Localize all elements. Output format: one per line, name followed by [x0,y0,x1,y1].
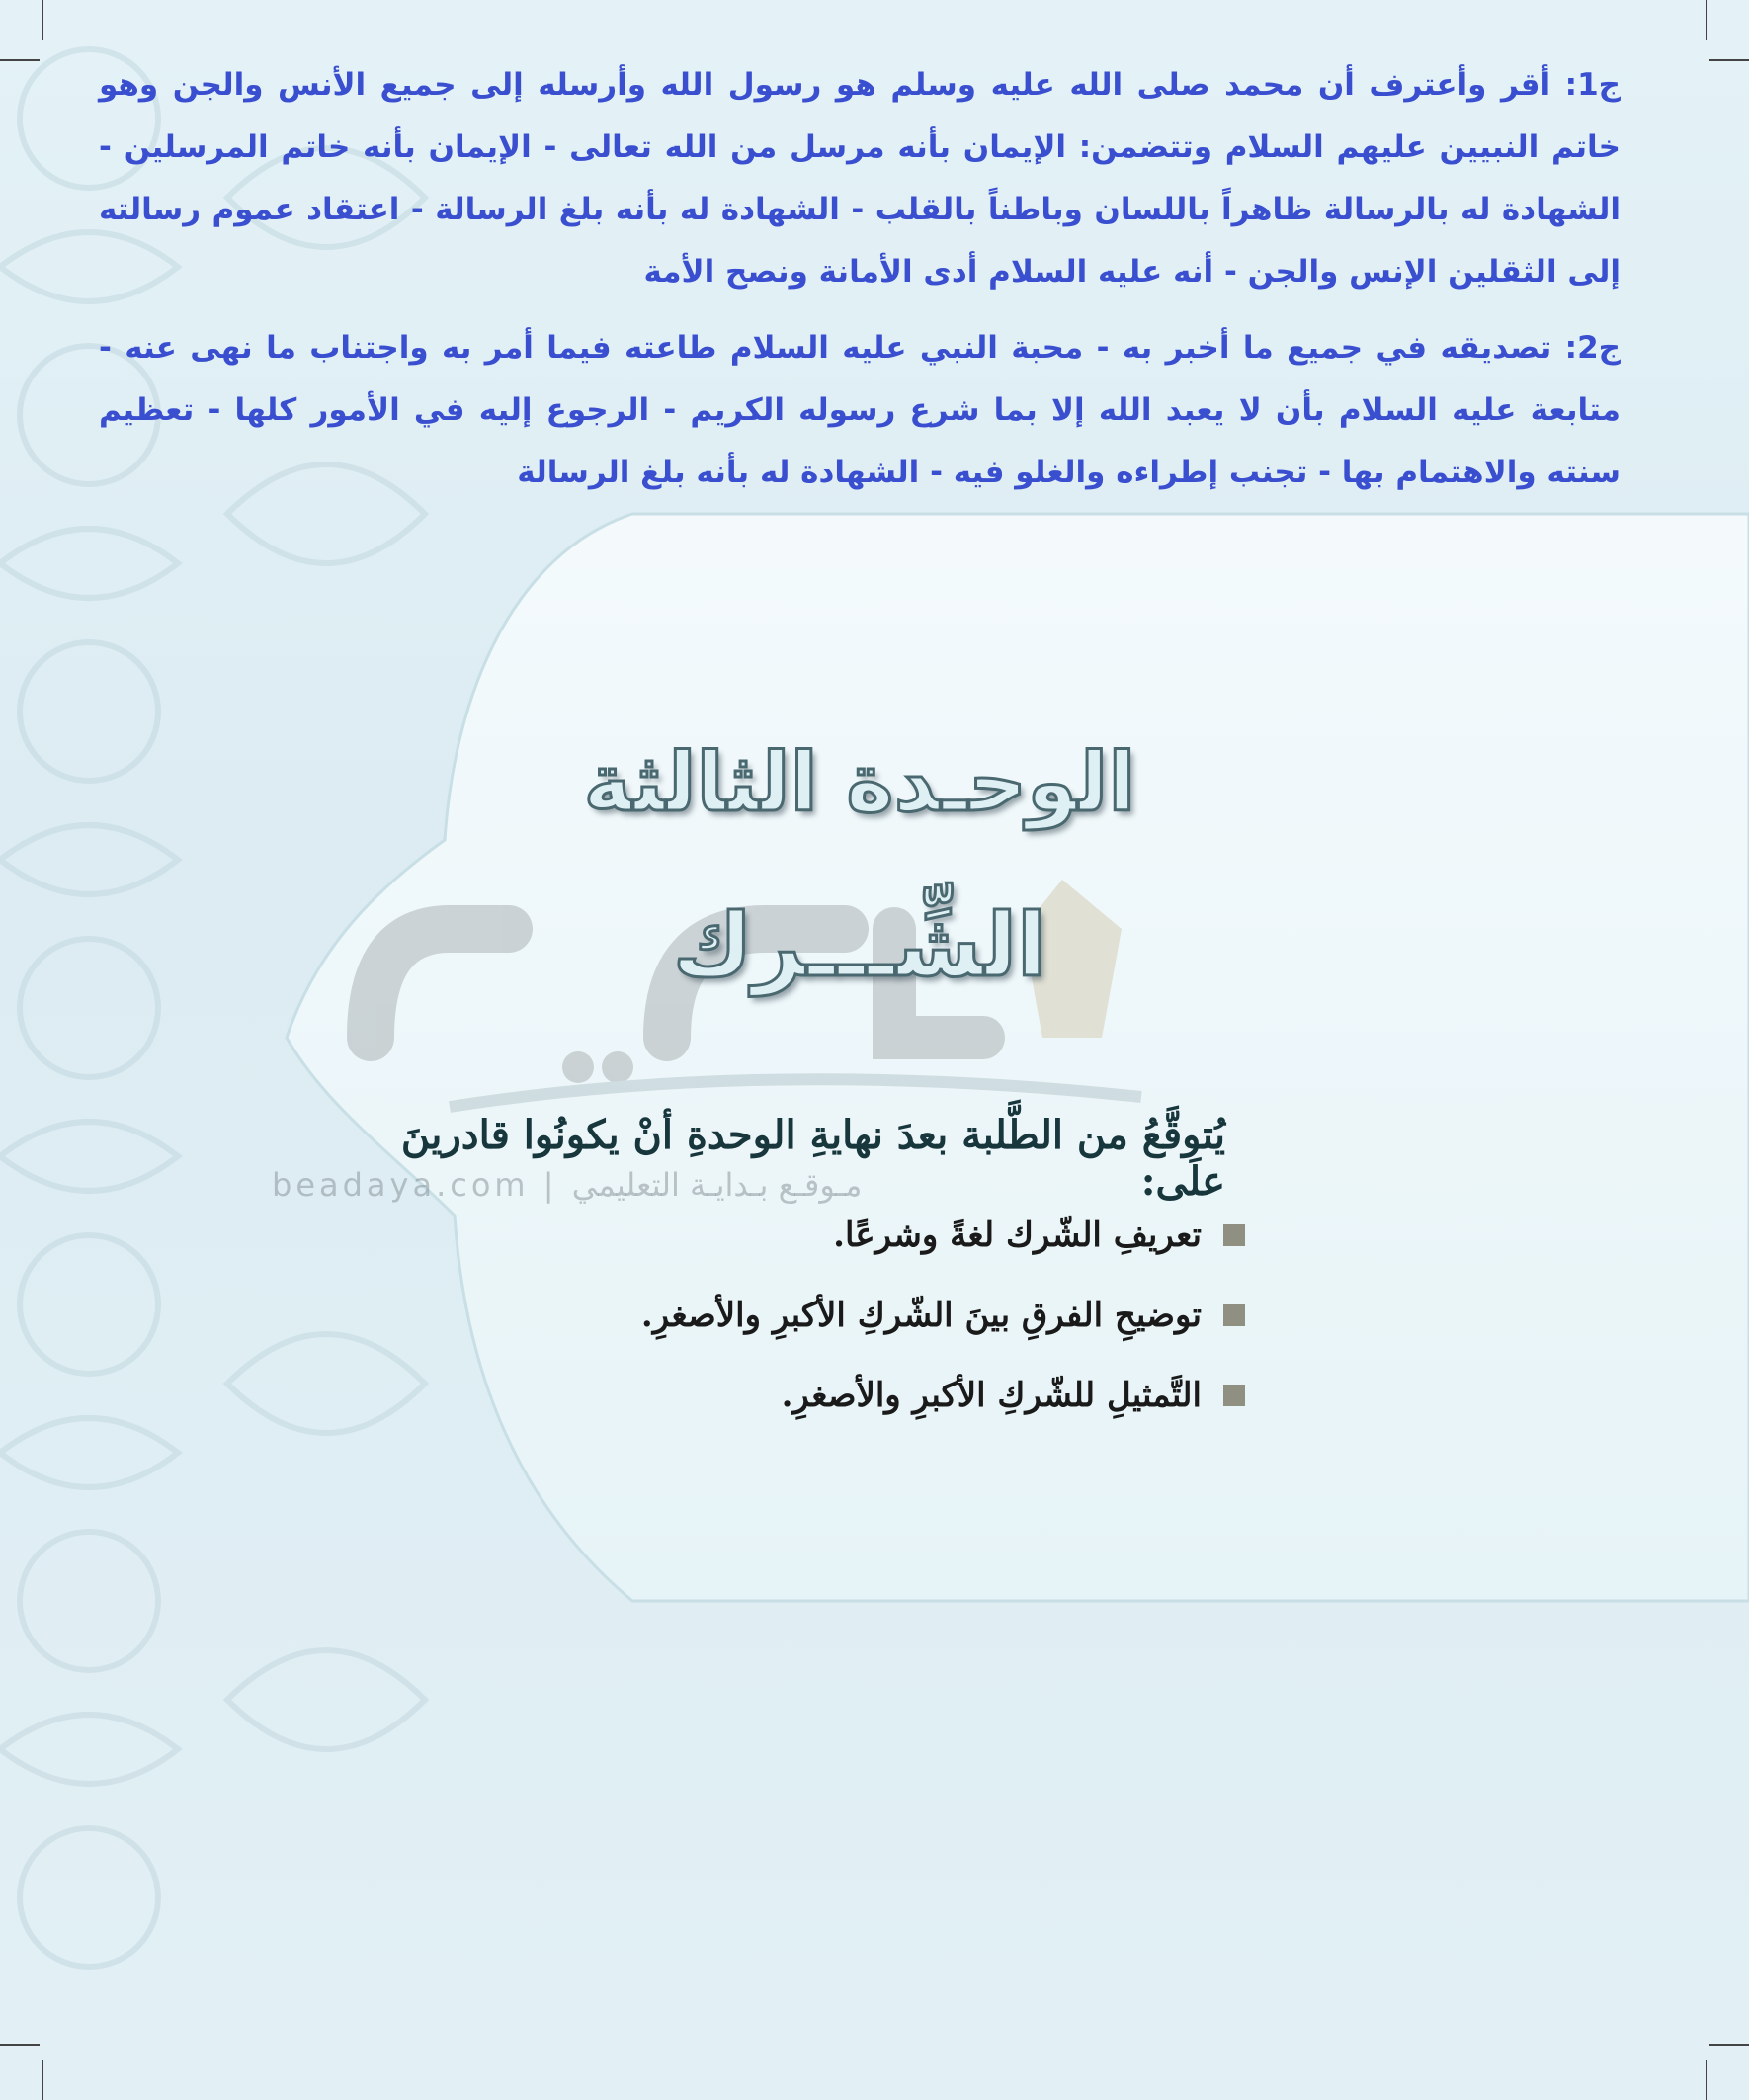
unit-subtitle: الشِّـــرك [672,894,1047,996]
answers-block [99,54,1621,518]
crop-mark [0,2044,40,2046]
answer-2-text: تصديقه في جميع ما أخبر به - محبة النبي عليه السلام طاعته فيما أمر به واجتناب ما نهى عنه - متابعة عليه السلام بأن لا يعبد الله إلا بما شرع رسوله الكريم - الرجوع إليه في الأمور كلها - تعظيم سنته والاهتمام بها - تجنب إطراءه والغلو فيه - الشهادة له بأنه بلغ الرسالة [99,330,1621,490]
objective-text: تعريفِ الشّرك لغةً وشرعًا. [833,1216,1202,1255]
unit-title: الوحـدة الثالثة [583,736,1136,830]
crop-mark [42,0,43,40]
crop-mark [1706,0,1707,40]
watermark-url: beadaya.com | مـوقـع بـدايـة التعليمي [272,1166,863,1204]
crop-mark [1709,59,1749,61]
answer-1 [99,54,1621,303]
square-bullet-icon [1223,1224,1245,1246]
square-bullet-icon [1223,1304,1245,1326]
answer-1-text: أقر وأعترف أن محمد صلى الله عليه وسلم هو رسول الله وأرسله إلى جميع الأنس والجن وهو خاتم النبيين عليهم السلام وتتضمن: الإيمان بأنه مرسل من الله تعالى - الإيمان بأنه خاتم المرسلين - الشهادة له بالرسالة ظاهراً باللسان وباطناً بالقلب - الشهادة له بأنه بلغ الرسالة - اعتقاد عموم رسالته إلى الثقلين الإنس والجن - أنه عليه السلام أدى الأمانة ونصح الأمة [99,67,1621,290]
crop-mark [0,59,40,61]
objective-text: التَّمثيلِ للشّركِ الأكبرِ والأصغرِ. [781,1376,1202,1415]
crop-mark [1709,2044,1749,2046]
objectives-list [415,1206,1245,1446]
objective-text: توضيحِ الفرقِ بينَ الشّركِ الأكبرِ والأصغرِ. [640,1296,1202,1335]
objective-item [415,1206,1245,1265]
crop-mark [42,2060,43,2100]
objectives-heading: يُتوقَّعُ من الطَّلبة بعدَ نهايةِ الوحدةِ أنْ يكونُوا قادرينَ علَى: [400,1112,1225,1205]
crop-mark [1706,2060,1707,2100]
objective-item [415,1366,1245,1425]
square-bullet-icon [1223,1385,1245,1406]
answer-2 [99,317,1621,504]
answer-1-label: ج1: [1564,67,1621,103]
objective-item [415,1286,1245,1345]
answer-2-label: ج2: [1564,330,1621,366]
